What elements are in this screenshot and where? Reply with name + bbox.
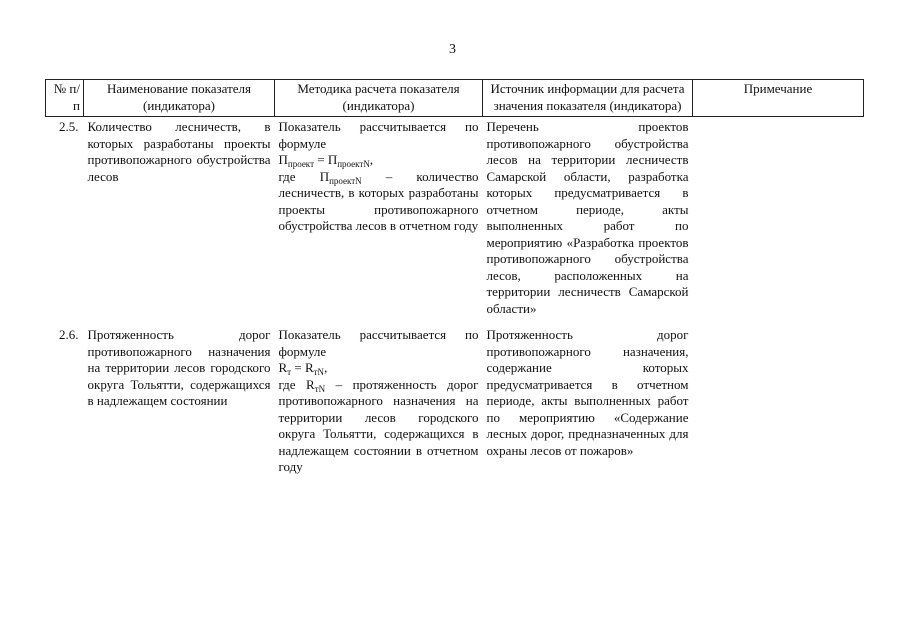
page-number: 3	[449, 42, 456, 57]
information-source: Перечень проектов противопожарного обустройства лесов на территории лесничеств Самарской области, разработка которых предусматривается в отчетном периоде, акты выполненных работ по мероприятию «Разработка проектов противопожарного обустройства лесов, расположенных на территории лесничеств Самарской области»	[486, 119, 689, 316]
calculation-method	[275, 317, 483, 476]
header-note: Примечание	[693, 80, 864, 117]
table-row	[46, 317, 864, 476]
row-number: 2.5.	[59, 119, 79, 134]
header-name: Наименование показателя (индикатора)	[84, 80, 275, 117]
table-row	[46, 117, 864, 318]
table-header-row	[46, 80, 864, 117]
header-method: Методика расчета показателя (индикатора)	[275, 80, 483, 117]
indicator-name: Протяженность дорог противопожарного назначения на территории лесов городского округа Тольятти, содержащихся в надлежащем состоянии	[87, 327, 271, 408]
indicator-name: Количество лесничеств, в которых разработаны проекты противопожарного обустройства лесов	[87, 119, 271, 184]
method-intro: Показатель рассчитывается по формуле	[278, 327, 479, 359]
indicator-table	[45, 79, 864, 476]
formula-explanation: где $П_{проектN}$ – количество лесничеств, в которых разработаны проекты противопожарного обустройства лесов в отчетном году	[278, 168, 479, 233]
information-source: Протяженность дорог противопожарного назначения, содержание которых предусматривается в отчетном периоде, акты выполненных работ по мероприятию «Содержание лесных дорог, предназначенных для охраны лесов от пожаров»	[486, 327, 689, 458]
formula: $R_т = R_{тN}$,	[278, 360, 328, 377]
method-intro: Показатель рассчитывается по формуле	[278, 119, 479, 151]
header-source: Источник информации для расчета значения показателя (индикатора)	[483, 80, 693, 117]
row-number: 2.6.	[59, 327, 79, 342]
header-num: № п/п	[46, 80, 84, 117]
note-cell	[693, 117, 864, 318]
formula-explanation: где $R_{тN}$ – протяженность дорог противопожарного назначения на территории лесов городского округа Тольятти, содержащихся в надлежащем состоянии в отчетном году	[278, 376, 479, 474]
calculation-method	[275, 117, 483, 318]
note-cell	[693, 317, 864, 476]
formula: $П_{проект} = П_{проектN}$,	[278, 152, 374, 169]
